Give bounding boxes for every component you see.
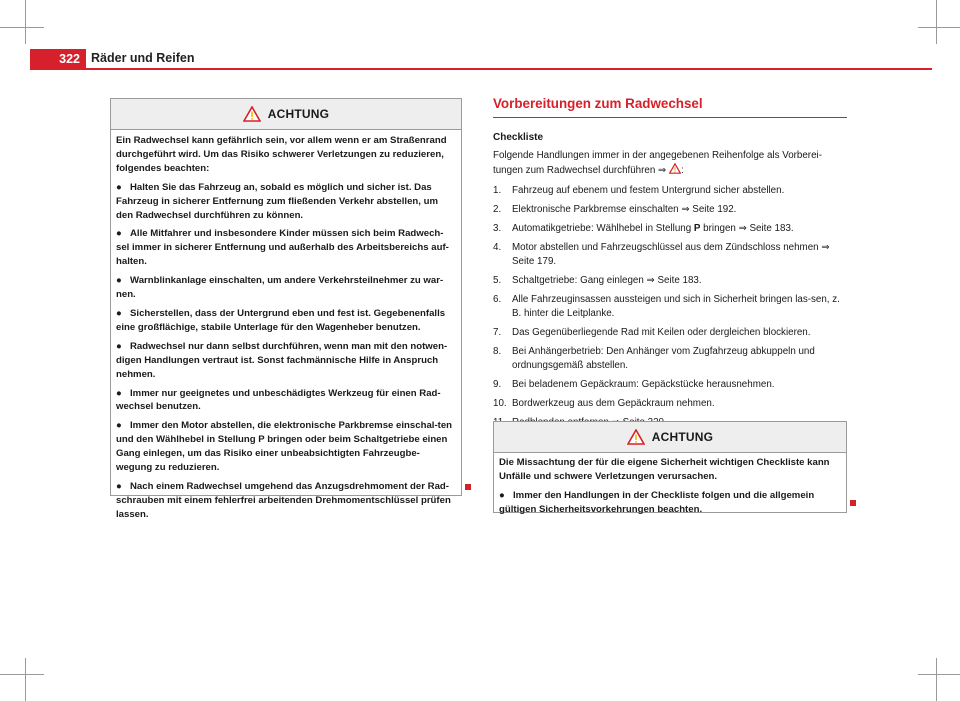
crop-mark (918, 27, 960, 28)
checklist-step: 4. Motor abstellen und Fahrzeugschlüssel aus dem Zündschloss nehmen ⇒ Seite 179. (493, 242, 830, 267)
warning-header (111, 99, 461, 130)
crop-mark (936, 0, 937, 44)
section-end-mark (850, 500, 856, 506)
checklist-step: 5. Schaltgetriebe: Gang einlegen ⇒ Seite 183. (493, 275, 702, 286)
checklist-step: 2. Elektronische Parkbremse einschalten ⇒ Seite 192. (493, 204, 737, 215)
section-end-mark (465, 484, 471, 490)
warning-item: ● Halten Sie das Fahrzeug an, sobald es möglich und sicher ist. Das Fahrzeug in sicherer Entfernung zum fließenden Verkehr abstellen, um den Radwechsel durchführen zu können. (116, 181, 438, 221)
bullet: ● (116, 420, 122, 432)
page-number: 322 (30, 49, 86, 69)
chapter-title: Räder und Reifen (91, 51, 195, 65)
crop-mark (25, 658, 26, 701)
warning-header (494, 422, 846, 453)
bullet: ● (116, 307, 122, 319)
bullet: ● (499, 489, 505, 501)
crop-mark (936, 658, 937, 701)
warning-intro: Ein Radwechsel kann gefährlich sein, vor allem wenn er am Straßenrand durchgeführt wird. Um das Risiko schwerer Verletzungen zu reduzieren, folgendes beachten: (116, 135, 447, 174)
warning-item: ● Immer den Handlungen in der Checkliste folgen und die allgemein gültigen Sicherheitsvorkehrungen beachten. (499, 489, 815, 515)
checklist-title: Checkliste (493, 132, 544, 143)
checklist-step: 8. Bei Anhängerbetrieb: Den Anhänger vom Zugfahrzeug abkuppeln und ordnungsgemäß abstellen. (493, 346, 815, 371)
checklist-steps (493, 184, 847, 435)
crop-mark (0, 27, 44, 28)
warning-label: ACHTUNG (651, 430, 714, 444)
section-rule (493, 117, 847, 118)
warning-triangle-icon (243, 106, 261, 122)
warning-triangle-icon (627, 429, 645, 445)
warning-item: ● Radwechsel nur dann selbst durchführen, wenn man mit den notwen-digen Handlungen vertraut ist. Sonst fachmännische Hilfe in Anspruch nehmen. (116, 340, 448, 380)
bullet: ● (116, 275, 122, 287)
warning-body (494, 453, 846, 517)
bullet: ● (116, 480, 122, 492)
page-header (30, 49, 932, 69)
bullet: ● (116, 228, 122, 240)
bullet: ● (116, 181, 122, 193)
warning-box-right (493, 421, 847, 513)
warning-item: ● Warnblinkanlage einschalten, um andere Verkehrsteilnehmer zu war-nen. (116, 275, 444, 301)
checklist-step: 10. Bordwerkzeug aus dem Gepäckraum nehmen. (493, 398, 715, 409)
section-title: Vorbereitungen zum Radwechsel (493, 96, 703, 111)
header-rule (30, 68, 932, 70)
checklist-step: 3. Automatikgetriebe: Wählhebel in Stellung P bringen ⇒ Seite 183. (493, 223, 794, 234)
crop-mark (0, 674, 44, 675)
warning-item: ● Sicherstellen, dass der Untergrund eben und fest ist. Gegebenenfalls eine großflächige, stabile Unterlage für den Wagenheber benutzen. (116, 307, 446, 333)
warning-body (111, 130, 461, 522)
warning-label: ACHTUNG (267, 107, 330, 121)
crop-mark (25, 0, 26, 44)
crop-mark (918, 674, 960, 675)
bullet: ● (116, 340, 122, 352)
warning-item: ● Immer nur geeignetes und unbeschädigtes Werkzeug für einen Rad-wechsel benutzen. (116, 387, 441, 413)
warning-item: ● Immer den Motor abstellen, die elektronische Parkbremse einschal-ten und den Wählhebel in Stellung P bringen oder beim Schaltgetriebe einen Gang einlegen, um das Risiko einer unbeabsichtigten Fahrzeugbe-wegung zu reduzieren. (116, 420, 453, 474)
warning-triangle-icon (669, 163, 681, 174)
reference-arrow: ⇒ (658, 165, 667, 176)
warning-item: ● Alle Mitfahrer und insbesondere Kinder müssen sich beim Radwech-sel immer in sicherer Entfernung und außerhalb des Arbeitsbereichs auf-halten. (116, 228, 449, 268)
checklist-step: 1. Fahrzeug auf ebenem und festem Untergrund sicher abstellen. (493, 185, 785, 196)
checklist-step: 7. Das Gegenüberliegende Rad mit Keilen oder dergleichen blockieren. (493, 327, 811, 338)
warning-intro: Die Missachtung der für die eigene Sicherheit wichtigen Checkliste kann Unfälle und schwere Verletzungen verursachen. (499, 457, 830, 482)
checklist-step: 6. Alle Fahrzeuginsassen aussteigen und sich in Sicherheit bringen las-sen, z. B. hinter die Leitplanke. (493, 294, 840, 319)
checklist-intro: Folgende Handlungen immer in der angegebenen Reihenfolge als Vorberei-tungen zum Radwechsel durchführen ⇒ : (493, 150, 822, 176)
bullet: ● (116, 387, 122, 399)
checklist-section (493, 96, 847, 409)
warning-box-left (110, 98, 462, 520)
warning-item: ● Nach einem Radwechsel umgehend das Anzugsdrehmoment der Rad-schrauben mit einem fehlerfrei arbeitenden Drehmomentschlüssel prüfen lassen. (116, 480, 451, 520)
checklist-step: 9. Bei beladenem Gepäckraum: Gepäckstücke herausnehmen. (493, 379, 775, 390)
